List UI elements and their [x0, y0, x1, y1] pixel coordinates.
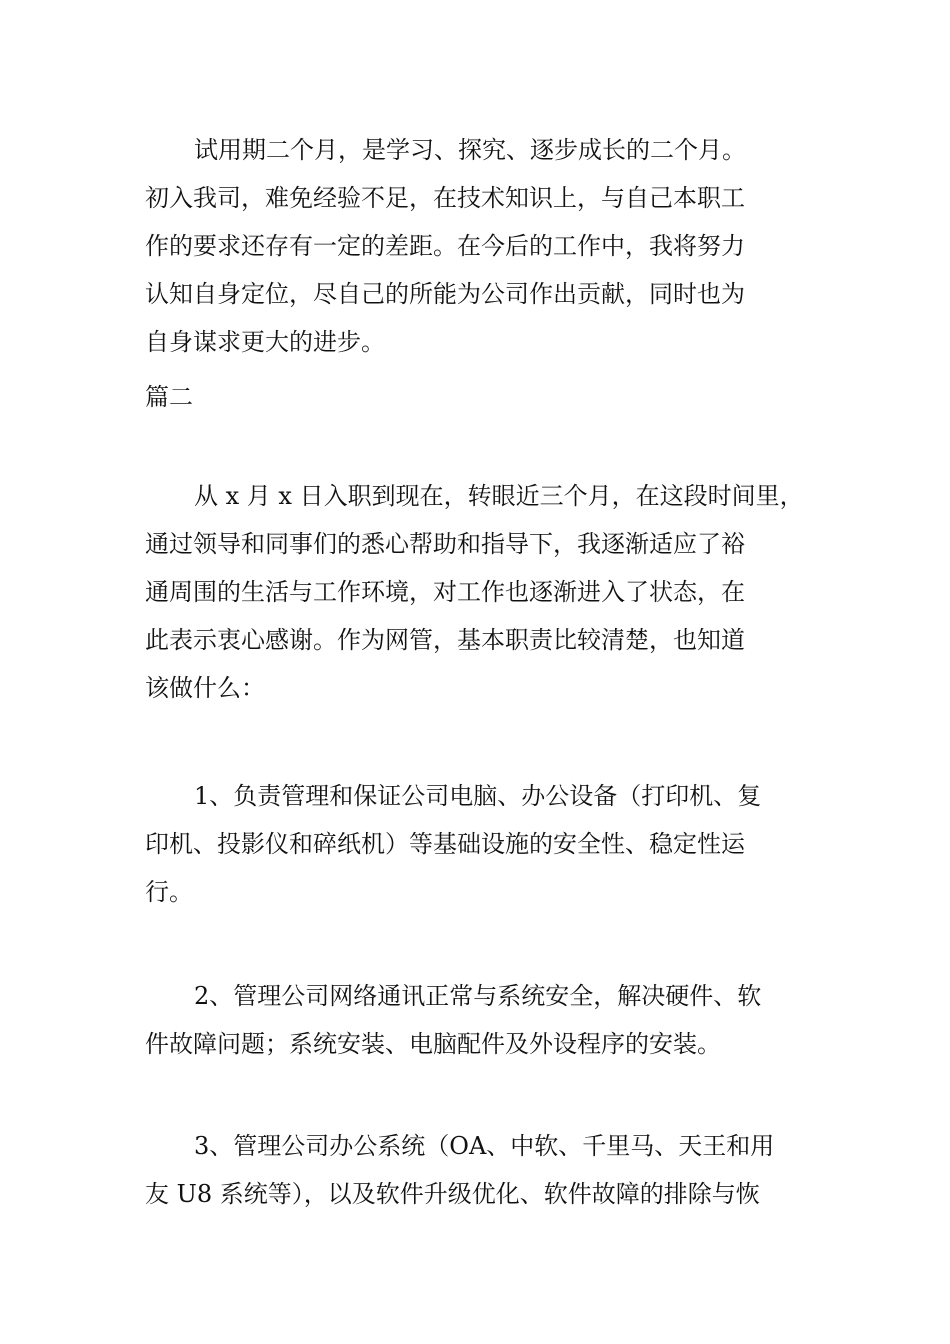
intro-line-5: 该做什么： [145, 674, 265, 702]
intro-line-2: 通过领导和同事们的悉心帮助和指导下，我逐渐适应了裕 [145, 530, 745, 558]
item-1-line-2: 印机、投影仪和碎纸机）等基础设施的安全性、稳定性运 [145, 830, 745, 858]
paragraph-1-line-1: 试用期二个月，是学习、探究、逐步成长的二个月。 [194, 136, 746, 164]
item-1-line-1: 1、负责管理和保证公司电脑、办公设备（打印机、复 [194, 782, 762, 810]
intro-line-1: 从 x 月 x 日入职到现在，转眼近三个月，在这段时间里， [194, 482, 804, 510]
intro-line-3: 通周围的生活与工作环境，对工作也逐渐进入了状态，在 [145, 578, 745, 606]
item-2-line-1: 2、管理公司网络通讯正常与系统安全，解决硬件、软 [194, 982, 762, 1010]
paragraph-1-line-3: 作的要求还存有一定的差距。在今后的工作中，我将努力 [145, 232, 745, 260]
paragraph-1-line-5: 自身谋求更大的进步。 [145, 328, 385, 356]
paragraph-1-line-2: 初入我司，难免经验不足，在技术知识上，与自己本职工 [145, 184, 745, 212]
intro-line-4: 此表示衷心感谢。作为网管，基本职责比较清楚，也知道 [145, 626, 745, 654]
item-3-line-2: 友 U8 系统等），以及软件升级优化、软件故障的排除与恢 [145, 1180, 760, 1208]
item-1-line-3: 行。 [145, 878, 193, 906]
section-heading: 篇二 [145, 383, 193, 411]
item-2-line-2: 件故障问题；系统安装、电脑配件及外设程序的安装。 [145, 1030, 721, 1058]
item-3-line-1: 3、管理公司办公系统（OA、中软、千里马、天王和用 [194, 1132, 775, 1160]
paragraph-1-line-4: 认知自身定位，尽自己的所能为公司作出贡献，同时也为 [145, 280, 745, 308]
